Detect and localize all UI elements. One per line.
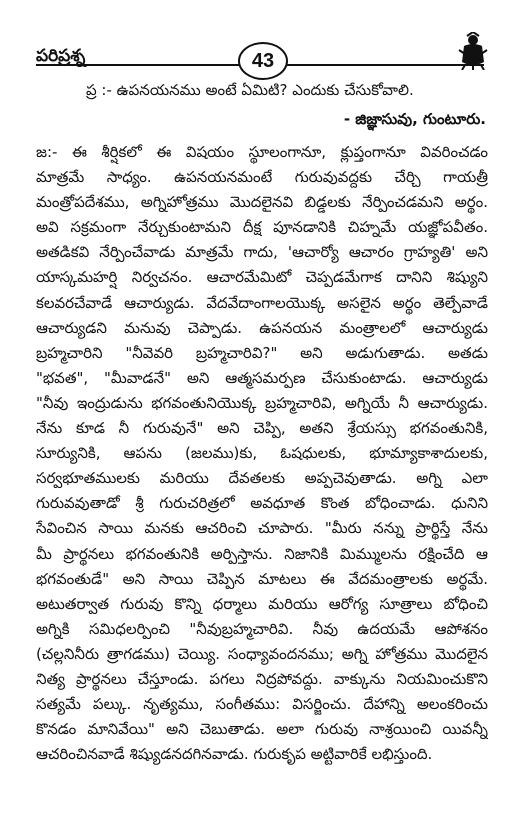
answer-line: అటుతర్వాత గురువు కొన్ని ధర్మాలు మరియు ఆరోగ్య సూత్రాలు బోధించి	[36, 594, 488, 613]
page-header	[0, 0, 520, 70]
answer-line: (చల్లనినీరు త్రాగడము) చెయ్యి. సంధ్యావందనము; అగ్ని హోత్రము మొదలైన	[36, 644, 488, 663]
question-text: ప్ర :- ఉపనయనము అంటే ఏమిటి? ఎందుకు చేసుకోవాలి.	[86, 81, 414, 99]
answer-line: మాత్రమే సాధ్యం. ఉపనయనమంటే గురువువద్దకు చేర్చి గాయత్రీ	[36, 168, 488, 187]
answer-line: కొనడం మానివేయి" అని చెబుతాడు. అలా గురువు నాశ్రయించి యివన్నీ	[36, 720, 488, 739]
answer-line: జ:- ఈ శీర్షికలో ఈ విషయం స్థూలంగానూ, క్లుప్తంగానూ వివరించడం	[36, 143, 488, 161]
answer-line: "భవత", "మీవాడనే" అని ఆత్మసమర్పణ చేసుకుంటాడు. ఆచార్యుడు	[36, 368, 488, 387]
answer-line: "నీవు ఇంద్రుడును భగవంతునియొక్క బ్రహ్మచారివి, అగ్నియే నీ ఆచార్యుడు.	[36, 393, 488, 412]
answer-line: సేవించిన సాయి మనకు ఆచరించి చూపారు. "మీరు నన్ను ప్రార్థిస్తే నేను	[36, 519, 488, 538]
answer-line: మీ ప్రార్థనలు భగవంతునికి అర్పిస్తాను. నిజానికి మిమ్ములను రక్షించేది ఆ	[36, 544, 488, 563]
answer-line: ఆచార్యుడని మనువు చెప్పాడు. ఉపనయన మంత్రాలలో ఆచార్యుడు	[36, 318, 488, 337]
answer-line: యాస్కమహర్షి నిర్వచనం. ఆచారమేమిటో చెప్పడమేగాక దానిని శిష్యుని	[36, 268, 488, 287]
answer-line: మంత్రోపదేశము, అగ్నిహోత్రము మొదలైనవి బిడ్డలకు నేర్పించడమని అర్థం.	[36, 193, 488, 212]
asker-attribution: - జిజ్ఞాసువు, గుంటూరు.	[343, 110, 486, 128]
answer-line: కలవరచేవాడే ఆచార్యుడు. వేదవేదాంగాలయొక్క అసలైన అర్థం తెల్పేవాడే	[36, 293, 488, 312]
answer-line: అవి సక్రమంగా నేర్చుకుంటామని దీక్ష పూనడానికి చిహ్నమే యజ్ఞోపవీతం.	[36, 218, 488, 237]
answer-body	[36, 140, 488, 767]
section-title: పరిప్రశ్న	[36, 46, 86, 66]
answer-line: అగ్నికి సమిధలర్పించి "నీవుబ్రహ్మచారివి. నీవు ఉదయమే ఆపోశనం	[36, 619, 488, 638]
answer-line: నేను కూడ నీ గురువునే" అని చెప్పి, అతని శ్రేయస్సు భగవంతునికి,	[36, 419, 488, 438]
answer-line: నిత్య ప్రార్థనలు చేస్తూండు. పగలు నిద్రపోవద్దు. వాక్కును నియమించుకొని	[36, 669, 488, 688]
answer-line: భగవంతుడే" అని సాయి చెప్పిన మాటలు ఈ వేదమంత్రాలకు అర్థమే.	[36, 569, 488, 588]
deity-figure-icon	[456, 32, 490, 70]
answer-line: సత్యమే పల్కు. నృత్యము, సంగీతము: విసర్జించు. దేహాన్ని అలంకరించు	[36, 695, 488, 714]
page-number-badge: 43	[238, 42, 288, 80]
answer-line: సూర్యునికి, ఆపను (జలము)కు, ఓషధులకు, భూమ్యాకాశాదులకు,	[36, 444, 488, 463]
answer-line: అతడికవి నేర్పించేవాడు మాత్రమే గాదు, 'ఆచార్యో ఆచారం గ్రాహ్యతి' అని	[36, 243, 488, 262]
answer-line: గురువవుతాడో శ్రీ గురుచరిత్రలో అవధూత కొంత బోధించాడు. ధునిని	[36, 494, 488, 513]
answer-line: సర్వభూతములకు మరియు దేవతలకు అప్పచెవుతాడు. అగ్ని ఎలా	[36, 469, 488, 488]
answer-line: బ్రహ్మచారిని "నీవెవరి బ్రహ్మచారివి?" అని అడుగుతాడు. అతడు	[36, 343, 488, 362]
answer-line: ఆచరించినవాడే శిష్యుడనదగినవాడు. గురుకృప అట్టివారికే లభిస్తుంది.	[36, 745, 433, 764]
